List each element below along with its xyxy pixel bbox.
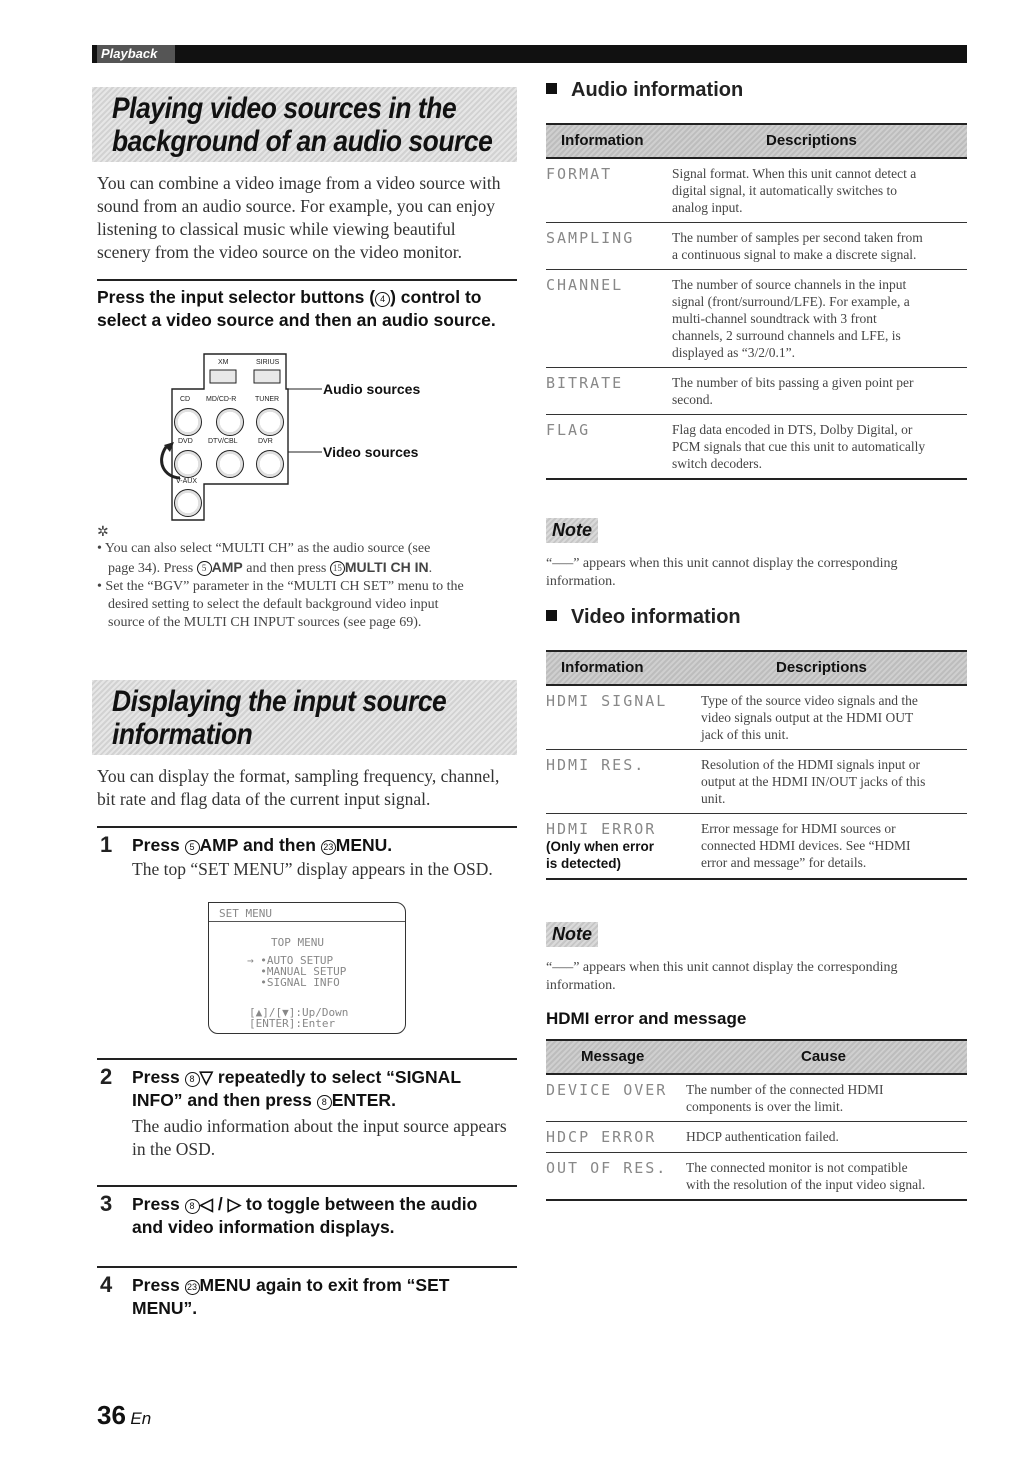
audio-info-heading (546, 79, 743, 102)
description-cell (672, 374, 913, 408)
lcd-label: BITRATE (546, 374, 624, 392)
button-name: ENTER (331, 1090, 392, 1110)
description-cell (686, 1128, 839, 1146)
key-label: CD (180, 396, 191, 403)
osd-line: → •AUTO SETUP (247, 954, 334, 967)
step-1-heading (132, 834, 517, 857)
heading-text: Video information (571, 606, 741, 628)
text-line: Error message for HDMI sources or (701, 821, 896, 836)
column-header: Descriptions (776, 659, 867, 676)
intro-paragraph-2 (97, 765, 517, 811)
osd-title: SET MENU (219, 907, 272, 920)
table-row (546, 814, 967, 880)
text-line: The number of source channels in the input (672, 277, 907, 292)
text-line: listening to classical music while viewing beautiful (97, 219, 456, 239)
title-line: information (112, 718, 253, 751)
description-cell (701, 820, 911, 872)
description-cell (672, 421, 925, 472)
lcd-label: HDMI RES. (546, 756, 646, 774)
dtvcbl-knob (216, 450, 244, 478)
text-part: Press the input selector buttons ( (97, 287, 376, 307)
table-row (546, 1153, 967, 1201)
column-header: Message (581, 1048, 645, 1065)
button-number-icon: 5 (185, 840, 200, 855)
button-name: MULTI CH IN (344, 559, 429, 575)
osd-line: •MANUAL SETUP (247, 965, 347, 978)
info-note: (Only when error (546, 839, 655, 854)
lcd-label: OUT OF RES. (546, 1159, 668, 1177)
key-label: V-AUX (176, 478, 198, 485)
vaux-knob (174, 489, 202, 517)
divider (97, 1266, 517, 1268)
key-label: DVD (178, 438, 193, 445)
step-2-heading (132, 1066, 517, 1112)
intro-paragraph-1 (97, 172, 517, 264)
text-line: The connected monitor is not compatible (686, 1160, 908, 1175)
lcd-label: HDCP ERROR (546, 1128, 657, 1146)
button-number-icon: 23 (185, 1280, 200, 1295)
table-row (546, 1122, 967, 1153)
text-line: You can display the format, sampling frequency, channel, (97, 766, 500, 786)
osd-line: [ENTER]:Enter (249, 1017, 336, 1030)
text-line: You can combine a video image from a video source with (97, 173, 501, 193)
text-line: Flag data encoded in DTS, Dolby Digital, or (672, 422, 913, 437)
cd-knob (174, 408, 202, 436)
bullet-square-icon (546, 83, 557, 94)
key-label: DTV/CBL (208, 438, 238, 445)
text-line: information. (546, 978, 616, 993)
lcd-label: HDMI ERROR (546, 820, 657, 838)
text-line: signal (front/surround/LFE). For example, a (672, 294, 910, 309)
left-right-arrow-icon: ◁ / ▷ (199, 1194, 242, 1214)
instruction-heading (97, 286, 517, 332)
text-part: Set the “BGV” parameter in the “MULTI CH SET” menu to the (105, 579, 464, 594)
button-number-icon: 8 (185, 1072, 200, 1087)
text-part: . (391, 1090, 396, 1110)
lcd-label: FORMAT (546, 165, 613, 183)
text-line: The audio information about the input source appears (132, 1116, 507, 1136)
tip-item: • Set the “BGV” parameter in the “MULTI CH SET” menu to the desired setting to select the default background video input source of the MULTI CH INPUT sources (see page 69). (97, 578, 522, 632)
title-line: background of an audio source (112, 125, 493, 158)
info-cell (546, 374, 672, 408)
osd-line: [▲]/[▼]:Up/Down (249, 1006, 349, 1019)
column-header: Cause (801, 1048, 847, 1065)
description-cell (672, 276, 910, 361)
audio-info-table (546, 123, 967, 480)
osd-line: •SIGNAL INFO (247, 976, 340, 989)
text-line: jack of this unit. (701, 727, 789, 742)
text-line: The number of bits passing a given point per (672, 375, 914, 390)
text-line: digital signal, it automatically switches to (672, 183, 897, 198)
section-label: Playback (97, 45, 175, 63)
key-label: TUNER (255, 396, 280, 403)
text-line: Signal format. When this unit cannot detect a (672, 166, 917, 181)
table-header (546, 650, 967, 686)
down-arrow-icon: ▽ (199, 1067, 214, 1087)
text-line: connected HDMI devices. See “HDMI (701, 838, 911, 853)
lcd-label: CHANNEL (546, 276, 624, 294)
text-part: INFO” and then press (132, 1090, 317, 1110)
column-header: Descriptions (766, 132, 857, 149)
info-cell (546, 276, 672, 361)
text-part: . (428, 561, 433, 576)
info-cell (546, 692, 701, 743)
description-cell (686, 1159, 925, 1193)
text-part: and then press (242, 561, 330, 576)
text-part: Press (132, 835, 185, 855)
text-line: Type of the source video signals and the (701, 693, 918, 708)
text-line: PCM signals that cue this unit to automatically (672, 439, 926, 454)
step-number: 1 (100, 832, 113, 857)
bullet-square-icon (546, 610, 557, 621)
video-info-heading (546, 606, 741, 629)
dvr-knob (256, 450, 284, 478)
lcd-label: FLAG (546, 421, 591, 439)
dvd-knob (174, 450, 202, 478)
text-line: scenery from the video source on the video monitor. (97, 242, 462, 262)
text-line: a continuous signal to make a discrete signal. (672, 247, 917, 262)
button-name: AMP (211, 559, 243, 575)
text-line: sound from an audio source. For example, you can enjoy (97, 196, 496, 216)
text-part: ) control to (390, 287, 482, 307)
text-line: output at the HDMI IN/OUT jacks of this (701, 774, 926, 789)
text-line: “–––” appears when this unit cannot display the corresponding (546, 960, 898, 975)
osd-divider (209, 921, 405, 922)
osd-line: TOP MENU (271, 936, 324, 949)
button-name: AMP (199, 835, 239, 855)
step-number: 2 (100, 1064, 113, 1089)
text-line: multi-channel soundtrack with 3 front (672, 311, 877, 326)
table-row (546, 415, 967, 480)
tips-list (97, 540, 522, 632)
text-line: second. (672, 392, 713, 407)
step-2-detail (132, 1115, 517, 1161)
column-header: Information (561, 659, 644, 676)
button-number-icon: 15 (330, 561, 345, 576)
step-number: 3 (100, 1191, 113, 1216)
text-line: bit rate and flag data of the current input signal. (97, 789, 431, 809)
text-part: again to exit from “SET (251, 1275, 450, 1295)
key-label: SIRIUS (256, 359, 280, 366)
button-number-icon: 4 (375, 292, 390, 307)
text-line: video signals output at the HDMI OUT (701, 710, 914, 725)
table-row (546, 159, 967, 223)
mdcdr-knob (216, 408, 244, 436)
button-name: MENU (335, 835, 388, 855)
text-line: and video information displays. (132, 1217, 395, 1237)
osd-screen (208, 902, 406, 1034)
table-row (546, 686, 967, 750)
text-part: repeatedly to select “SIGNAL (213, 1067, 462, 1087)
info-cell (546, 165, 672, 216)
heading-text: Audio information (571, 79, 744, 101)
button-number-icon: 23 (321, 840, 336, 855)
text-line: The number of samples per second taken from (672, 230, 923, 245)
note-badge-1: Note (546, 518, 598, 543)
page-number (97, 1400, 151, 1431)
text-part: Press (132, 1194, 185, 1214)
title-line: Playing video sources in the (112, 92, 457, 125)
text-line: displayed as “3/2/0.1”. (672, 345, 795, 360)
table-row (546, 223, 967, 270)
info-note: is detected) (546, 856, 622, 871)
key-label: XM (218, 359, 229, 366)
text-part: Press (132, 1275, 185, 1295)
note-text-1 (546, 555, 967, 591)
text-line: unit. (701, 791, 726, 806)
video-sources-label: Video sources (323, 444, 419, 460)
lcd-label: HDMI SIGNAL (546, 692, 668, 710)
table-header (546, 1039, 967, 1075)
header-bar (92, 45, 967, 63)
info-cell (546, 229, 672, 263)
text-part: You can also select “MULTI CH” as the audio source (see (104, 541, 431, 556)
lcd-label: SAMPLING (546, 229, 635, 247)
description-cell (672, 229, 923, 263)
text-part: . (387, 835, 393, 855)
key-label: MD/CD-R (206, 396, 237, 403)
button-number-icon: 8 (317, 1095, 332, 1110)
info-cell (546, 820, 701, 872)
text-line: The number of the connected HDMI (686, 1082, 884, 1097)
text-part: to toggle between the audio (241, 1194, 478, 1214)
step-4-heading (132, 1274, 517, 1320)
text-line: select a video source and then an audio source. (97, 310, 496, 330)
divider (97, 1185, 517, 1187)
page-num: 36 (97, 1400, 126, 1430)
key-label: DVR (258, 438, 273, 445)
description-cell (701, 692, 918, 743)
info-cell (546, 756, 701, 807)
text-part: and then (238, 835, 321, 855)
divider (97, 1058, 517, 1060)
button-number-icon: 8 (185, 1199, 200, 1214)
text-line: channels, 2 surround channels and LFE, is (672, 328, 901, 343)
info-cell (546, 1081, 686, 1115)
description-cell (672, 165, 916, 216)
text-line: in the OSD. (132, 1139, 216, 1159)
info-cell (546, 421, 672, 472)
table-row (546, 368, 967, 415)
text-line: source of the MULTI CH INPUT sources (see page 69). (108, 615, 422, 630)
audio-sources-label: Audio sources (323, 381, 421, 397)
section-title-1 (92, 87, 517, 162)
table-row (546, 1075, 967, 1122)
note-badge-2: Note (546, 922, 598, 947)
title-line: Displaying the input source (112, 685, 447, 718)
table-row (546, 750, 967, 814)
input-selector-panel (160, 352, 430, 522)
video-info-table (546, 650, 967, 880)
hdmi-error-table (546, 1039, 967, 1201)
tuner-knob (256, 408, 284, 436)
text-line: HDCP authentication failed. (686, 1129, 839, 1144)
text-line: analog input. (672, 200, 743, 215)
section-title-2 (92, 680, 517, 755)
text-part: Press (132, 1067, 185, 1087)
tip-item: • You can also select “MULTI CH” as the audio source (see page 34). Press 5 AMP and then press 15 MULTI CH IN. (97, 541, 433, 576)
button-number-icon: 5 (197, 561, 212, 576)
description-cell (686, 1081, 884, 1115)
description-cell (701, 756, 925, 807)
text-line: with the resolution of the input video signal. (686, 1177, 926, 1192)
text-line: error and message” for details. (701, 855, 867, 870)
text-line: switch decoders. (672, 456, 762, 471)
note-text-2 (546, 959, 967, 995)
info-cell (546, 1159, 686, 1193)
hdmi-heading: HDMI error and message (546, 1009, 747, 1028)
step-3-heading (132, 1193, 517, 1239)
tip-icon: ✲ (97, 525, 109, 540)
button-name: MENU (199, 1275, 252, 1295)
text-line: information. (546, 574, 616, 589)
table-header (546, 123, 967, 159)
text-line: Resolution of the HDMI signals input or (701, 757, 920, 772)
text-part: page 34). Press (108, 561, 197, 576)
lcd-label: DEVICE OVER (546, 1081, 668, 1099)
table-row (546, 270, 967, 368)
divider (97, 826, 517, 828)
text-line: desired setting to select the default background video input (108, 597, 439, 612)
page-lang: En (130, 1409, 152, 1428)
text-line: components is over the limit. (686, 1099, 844, 1114)
info-cell (546, 1128, 686, 1146)
text-line: “–––” appears when this unit cannot display the corresponding (546, 556, 898, 571)
step-number: 4 (100, 1272, 113, 1297)
column-header: Information (561, 132, 644, 149)
step-1-detail: The top “SET MENU” display appears in the OSD. (132, 859, 493, 879)
divider (97, 279, 517, 281)
text-line: MENU”. (132, 1298, 198, 1318)
